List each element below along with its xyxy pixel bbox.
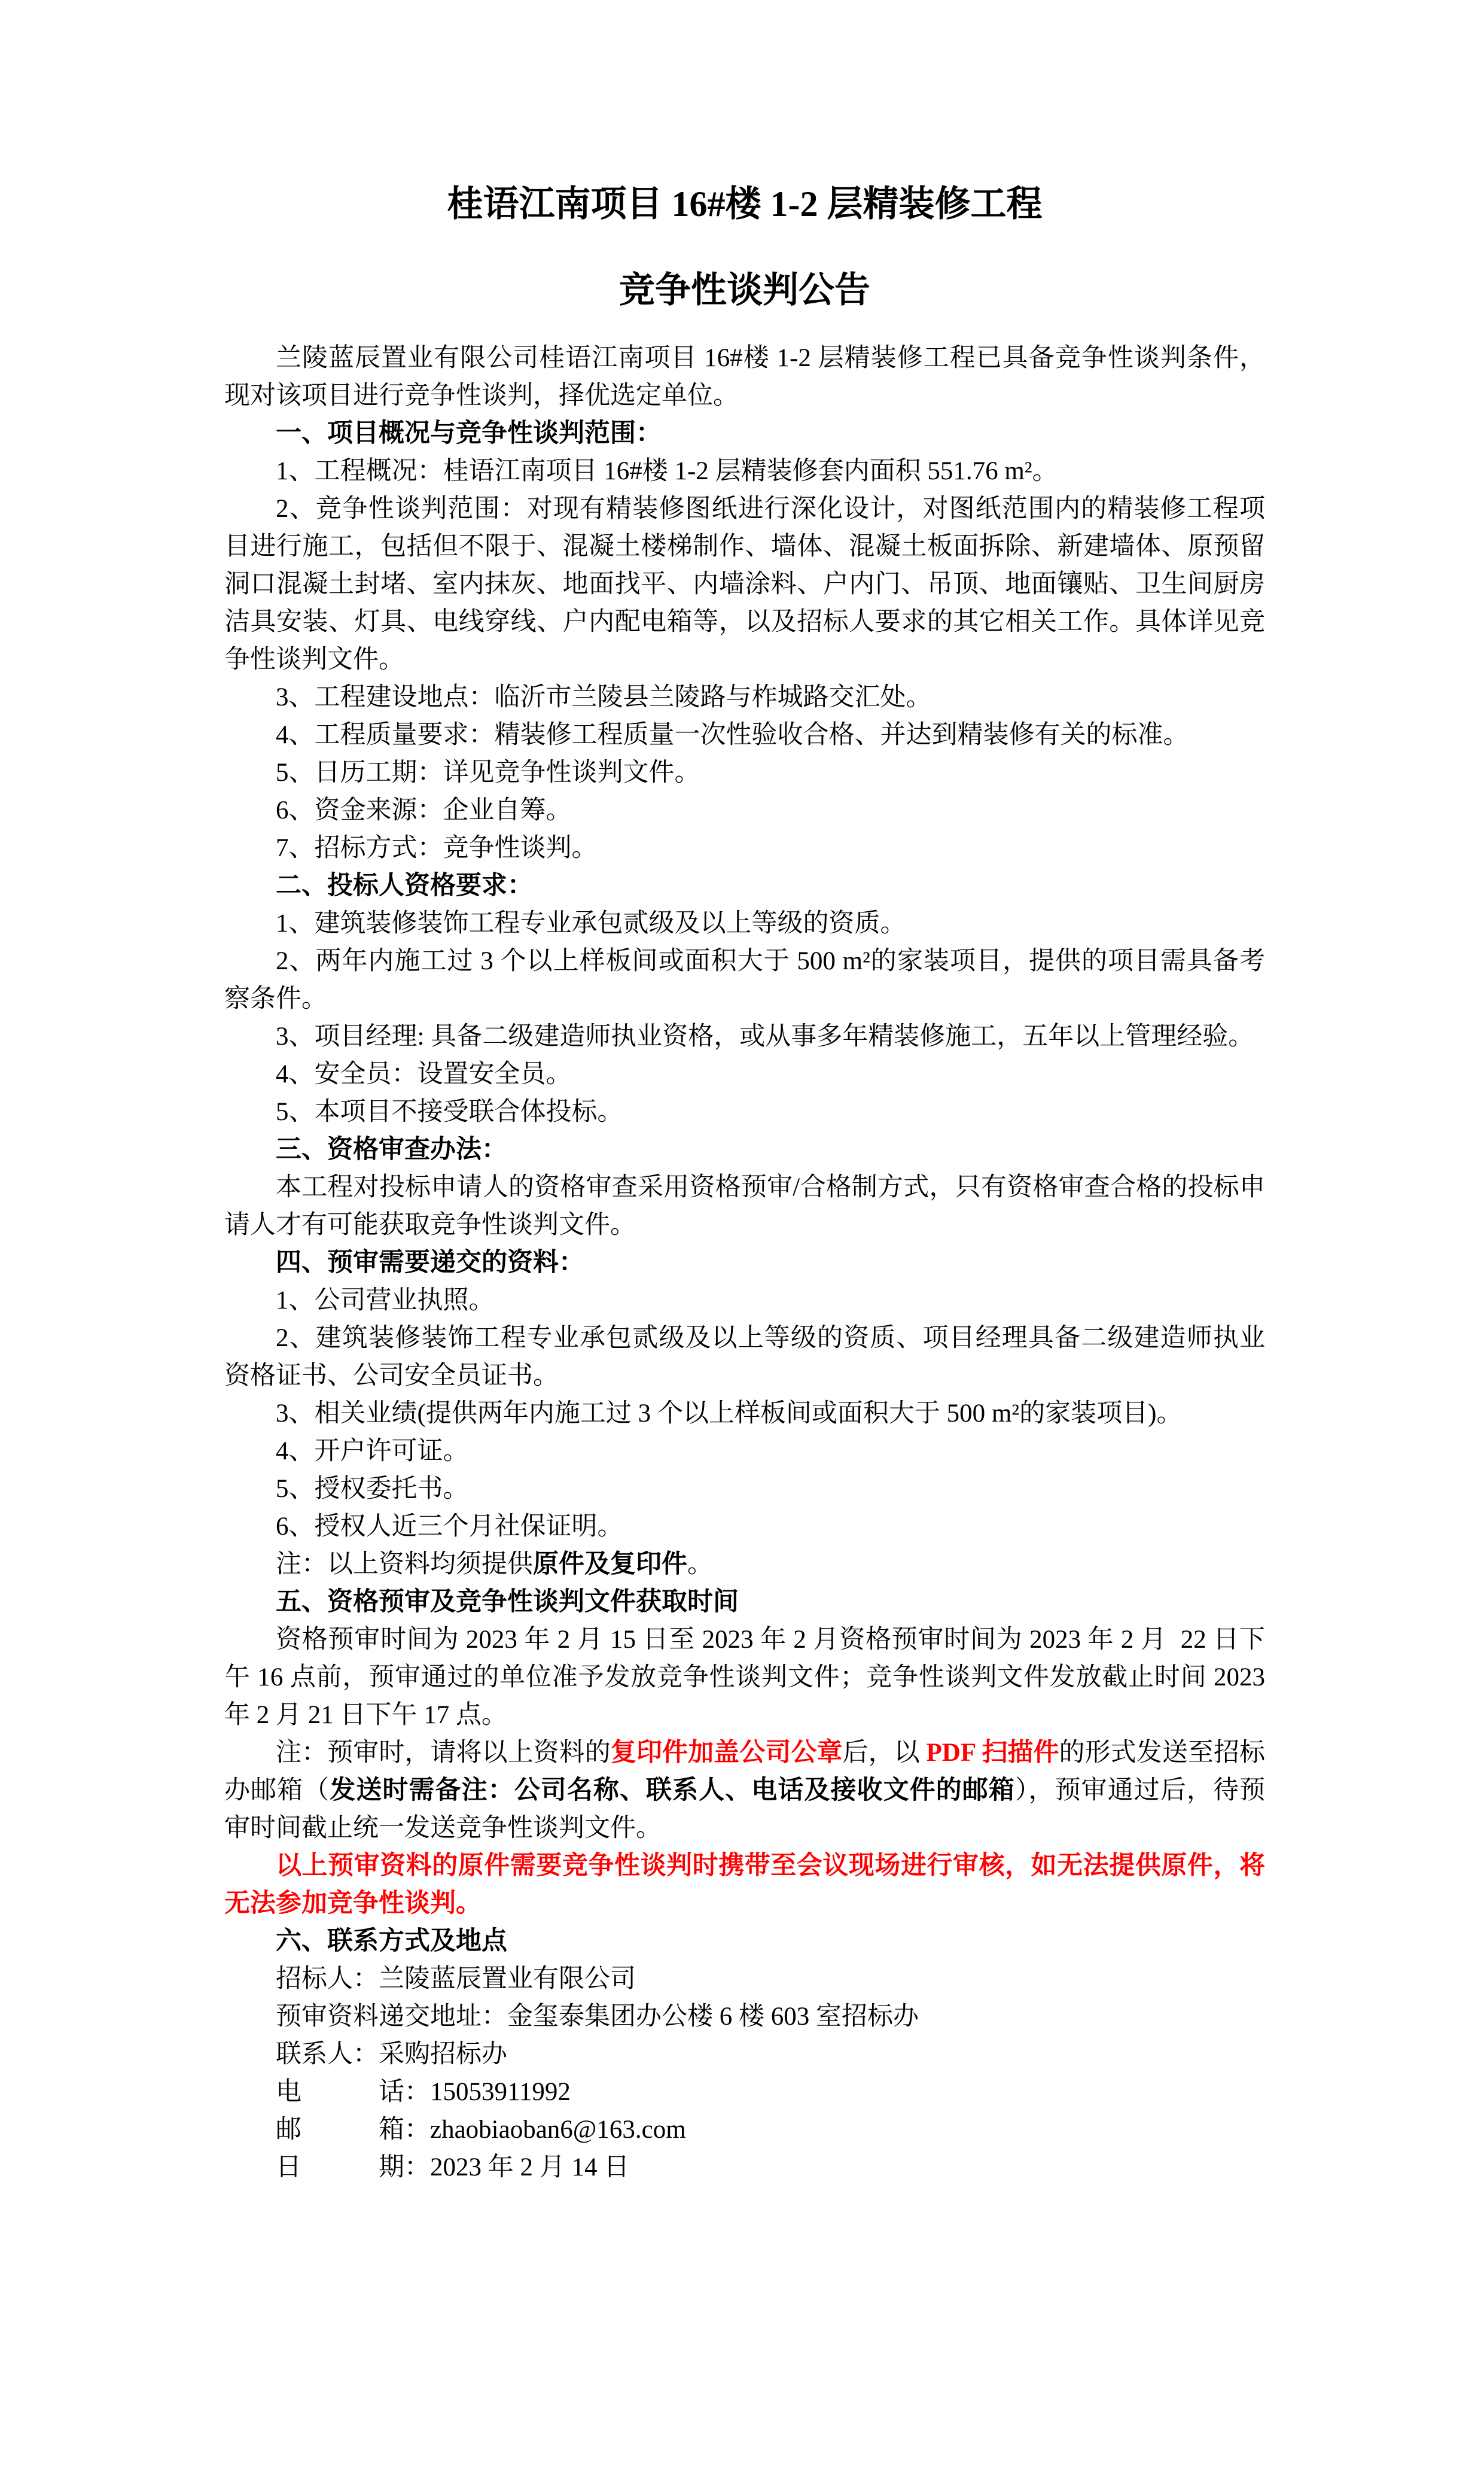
section5-heading: 五、资格预审及竞争性谈判文件获取时间 bbox=[276, 1588, 739, 1616]
section4-note bbox=[224, 1545, 1265, 1583]
section1-item-2: 2、竞争性谈判范围：对现有精装修图纸进行深化设计，对图纸范围内的精装修工程项目进行施工，包括但不限于、混凝土楼梯制作、墙体、混凝土板面拆除、新建墙体、原预留洞口混凝土封堵、室内抹灰、地面找平、内墙涂料、户内门、吊顶、地面镶贴、卫生间厨房洁具安装、灯具、电线穿线、户内配电箱等，以及招标人要求的其它相关工作。具体详见竞争性谈判文件。 bbox=[224, 495, 1265, 674]
section1-item-1: 1、工程概况：桂语江南项目 16#楼 1-2 层精装修套内面积 551.76 m²。 bbox=[276, 457, 1058, 485]
section5-note-seg7: ），预审通过后，待预审时间截止统一发送竞争性谈判文件。 bbox=[224, 1776, 1266, 1842]
section4-note-bold-text: 原件及复印件 bbox=[533, 1550, 687, 1578]
section1-item-4: 4、工程质量要求：精装修工程质量一次性验收合格、并达到精装修有关的标准。 bbox=[276, 721, 1189, 749]
section1-item-3: 3、工程建设地点：临沂市兰陵县兰陵路与柞城路交汇处。 bbox=[276, 683, 932, 711]
intro-paragraph: 兰陵蓝辰置业有限公司桂语江南项目 16#楼 1-2 层精装修工程已具备竞争性谈判条件，现对该项目进行竞争性谈判，择优选定单位。 bbox=[224, 344, 1265, 410]
section4-item-3: 3、相关业绩(提供两年内施工过 3 个以上样板间或面积大于 500 m²的家装项目)。 bbox=[276, 1399, 1183, 1428]
section4-note-suffix: 。 bbox=[687, 1550, 713, 1578]
section2-item-1: 1、建筑装修装饰工程专业承包贰级及以上等级的资质。 bbox=[276, 909, 906, 938]
section2-item-2: 2、两年内施工过 3 个以上样板间或面积大于 500 m²的家装项目，提供的项目需具备考察条件。 bbox=[224, 947, 1265, 1013]
contact-email: 邮 箱：zhaobiaoban6@163.com bbox=[276, 2116, 686, 2144]
section3-body: 本工程对投标申请人的资格审查采用资格预审/合格制方式，只有资格审查合格的投标申请人才有可能获取竞争性谈判文件。 bbox=[224, 1173, 1265, 1239]
section5-note-seg5: 的形式发送至招标办邮箱（ bbox=[224, 1739, 1266, 1804]
section3-heading: 三、资格审查办法： bbox=[276, 1136, 507, 1164]
section4-heading: 四、预审需要递交的资料： bbox=[276, 1249, 584, 1277]
section5-note-seg3: 后，以 bbox=[842, 1739, 927, 1767]
section2-heading: 二、投标人资格要求： bbox=[276, 872, 533, 900]
section6-heading: 六、联系方式及地点 bbox=[276, 1927, 507, 1955]
section1-heading: 一、项目概况与竞争性谈判范围： bbox=[276, 419, 662, 448]
section5-schedule bbox=[224, 1621, 1265, 1734]
section5-schedule-rest: 资格预审时间为 2023 年 2 月 22 日下午 16 点前，预审通过的单位准予发放竞争性谈判文件；竞争性谈判文件发放截止时间 2023 年 2 月 21 日下午 17 点。 bbox=[224, 1626, 1266, 1729]
section5-note-red-pdf: PDF 扫描件 bbox=[926, 1739, 1059, 1767]
section5-schedule-prefix: 资格预审时间为 2023 年 2 月 15 日至 2023 年 2 月 bbox=[276, 1626, 840, 1654]
document-title-line2: 竞争性谈判公告 bbox=[619, 270, 870, 310]
contact-phone: 电 话：15053911992 bbox=[276, 2078, 571, 2106]
section5-note-bold-remark: 发送时需备注：公司名称、联系人、电话及接收文件的邮箱 bbox=[330, 1776, 1015, 1804]
section2-item-4: 4、安全员：设置安全员。 bbox=[276, 1060, 572, 1088]
section5-note-red-stamp: 复印件加盖公司公章 bbox=[610, 1739, 843, 1767]
section1-item-6: 6、资金来源：企业自筹。 bbox=[276, 796, 572, 824]
section1-item-7: 7、招标方式：竞争性谈判。 bbox=[276, 834, 598, 862]
section5-warning: 以上预审资料的原件需要竞争性谈判时携带至会议现场进行审核，如无法提供原件，将无法参加竞争性谈判。 bbox=[224, 1852, 1265, 1918]
section4-item-4: 4、开户许可证。 bbox=[276, 1437, 469, 1465]
contact-person: 联系人：采购招标办 bbox=[276, 2040, 507, 2068]
section4-item-5: 5、授权委托书。 bbox=[276, 1475, 469, 1503]
contact-submission-address: 预审资料递交地址：金玺泰集团办公楼 6 楼 603 室招标办 bbox=[276, 2003, 919, 2031]
section4-item-6: 6、授权人近三个月社保证明。 bbox=[276, 1513, 623, 1541]
contact-date: 日 期：2023 年 2 月 14 日 bbox=[276, 2153, 630, 2181]
section4-item-1: 1、公司营业执照。 bbox=[276, 1286, 495, 1314]
section2-item-3: 3、项目经理: 具备二级建造师执业资格，或从事多年精装修施工，五年以上管理经验。 bbox=[276, 1023, 1254, 1051]
section4-note-prefix: 注：以上资料均须提供 bbox=[276, 1550, 533, 1578]
document-title-line1: 桂语江南项目 16#楼 1-2 层精装修工程 bbox=[447, 184, 1043, 224]
section5-note-seg1: 注：预审时，请将以上资料的 bbox=[276, 1739, 611, 1767]
section2-item-5: 5、本项目不接受联合体投标。 bbox=[276, 1098, 623, 1126]
section4-item-2: 2、建筑装修装饰工程专业承包贰级及以上等级的资质、项目经理具备二级建造师执业资格证书、公司安全员证书。 bbox=[224, 1324, 1265, 1390]
contact-bidder: 招标人：兰陵蓝辰置业有限公司 bbox=[276, 1965, 636, 1993]
section5-note bbox=[224, 1734, 1265, 1847]
section1-item-5: 5、日历工期：详见竞争性谈判文件。 bbox=[276, 759, 700, 787]
